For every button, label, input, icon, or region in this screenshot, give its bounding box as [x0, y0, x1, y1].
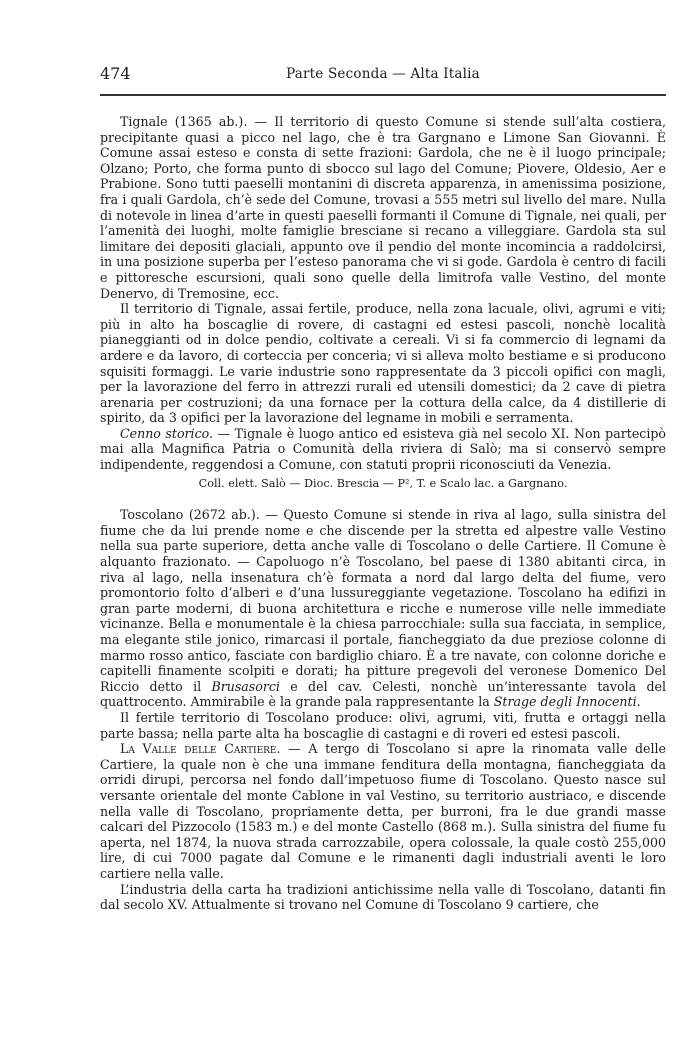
cenno-storico-label: Cenno storico.: [120, 425, 213, 441]
brusasorci-italic: Brusasorci: [211, 678, 280, 694]
toscolano-text-b: e del cav. Celesti, nonchè un’interessante tavola del quattrocento. Ammirabile è la grande pala rappresentante la: [100, 678, 666, 710]
tignale-paragraph-1: Tignale (1365 ab.). — Il territorio di questo Comune si stende sull’alta costiera, precipitante quasi a picco nel lago, che è tra Gargnano e Limone San Giovanni. È Comune assai esteso e consta di sette frazioni: Gardola, che ne è il luogo principale; Olzano; Porto, che forma punto di sbocco sul lago del Comune; Piovere, Oldesio, Aer e Prabione. Sono tutti paeselli montanini di discreta apparenza, in amenissima posizione, fra i quali Gardola, ch’è sede del Comune, trovasi a 555 metri sul livello del mare. Nulla di notevole in linea d’arte in questi paeselli formanti il Comune di Tignale, nei quali, per l’amenità dei luoghi, molte famiglie bresciane si recano a villeggiare. Gardola sta sul limitare dei depositi glaciali, appunto ove il pendio del monte incomincia a raddolcirsi, in una posizione superba per l’esteso panorama che vi si gode. Gardola è centro di facili e pittoresche escursioni, quali sono quelle della limitrofa valle Vestino, del monte Denervo, di Tremosine, ecc.: [100, 114, 666, 301]
toscolano-paragraph-1: [100, 507, 666, 710]
tignale-cenno-storico: [100, 426, 666, 473]
strage-innocenti-italic: Strage degli Innocenti: [493, 694, 637, 710]
cenno-storico-text: — Tignale è luogo antico ed esisteva già nel secolo XI. Non partecipò mai alla Magnifica Patria o Comunità della riviera di Salò; ma si conservò sempre indipendente, reggendosi a Comune, con statuti proprii riconosciuti da Venezia.: [100, 425, 667, 473]
tignale-collegio-line: Coll. elett. Salò — Dioc. Brescia — P², T. e Scalo lac. a Gargnano.: [198, 476, 568, 490]
page-number: 474: [100, 64, 131, 83]
toscolano-text-c: .: [636, 694, 641, 710]
header-rule: [100, 94, 666, 96]
valle-cartiere-label: La Valle delle Cartiere.: [120, 741, 281, 757]
toscolano-text-a: Toscolano (2672 ab.). — Questo Comune si stende in riva al lago, sulla sinistra del fiume che da lui prende nome e che discende per la stretta ed alpestre valle Vestino nella sua parte superiore, detta anche valle di Toscolano o delle Cartiere. Il Comune è alquanto frazionato. — Capoluogo n’è Toscolano, bel paese di 1380 abitanti circa, in riva al lago, nella insenatura ch’è formata a nord dal largo delta del fiume, vero promontorio folto d’alberi e d’una lussureggiante vegetazione. Toscolano ha edifizi in gran parte moderni, di buona architettura e ricche e numerose ville nelle immediate vicinanze. Bella e monumentale è la chiesa parrocchiale: sulla sua facciata, in semplice, ma elegante stile jonico, rimarcasi il portale, fiancheggiato da due preziose colonne di marmo rosso antico, fasciate con bardiglio chiaro. È a tre navate, con colonne doriche e capitelli finamente scolpiti e dorati; ha pitture pregevoli del veronese Domenico Del Riccio detto il: [100, 507, 666, 694]
tignale-paragraph-2: Il territorio di Tignale, assai fertile, produce, nella zona lacuale, olivi, agrumi e viti; più in alto ha boscaglie di rovere, di castagni ed estesi pascoli, nonchè località pianeggianti od in dolce pendio, coltivate a cereali. Vi si fa commercio di legnami da ardere e da lavoro, di corteccia per conceria; vi si alleva molto bestiame e si producono squisiti formaggi. Le varie industrie sono rappresentate da 3 piccoli opifici con magli, per la lavorazione del ferro in attrezzi rurali ed utensili domestici; da 2 cave di pietra arenaria per costruzioni; da una fornace per la cottura della calce, da 4 distillerie di spirito, da 3 opifici per la lavorazione del legname in mobili e serramenta.: [100, 301, 666, 426]
toscolano-paragraph-4: L’industria della carta ha tradizioni antichissime nella valle di Toscolano, datanti fin dal secolo XV. Attualmente si trovano nel Comune di Toscolano 9 cartiere, che: [100, 881, 666, 913]
toscolano-paragraph-2: Il fertile territorio di Toscolano produce: olivi, agrumi, viti, frutta e ortaggi nella parte bassa; nella parte alta ha boscaglie di castagni e di roveri ed estesi pascoli.: [100, 709, 666, 741]
valle-cartiere-paragraph: [100, 741, 666, 881]
body-text: [100, 114, 666, 913]
valle-cartiere-text: — A tergo di Toscolano si apre la rinomata valle delle Cartiere, la quale non è che una immane fenditura della montagna, fiancheggiata da orridi dirupi, percorsa nel fondo dall’impetuoso fiume di Toscolano. Questo nasce sul versante orientale del monte Cablone in val Vestino, su territorio austriaco, e discende nella valle di Toscolano, propriamente detta, per burroni, fra le due grandi masse calcari del Pizzocolo (1583 m.) e del monte Castello (868 m.). Sulla sinistra del fiume fu aperta, nel 1874, la nuova strada carrozzabile, opera colossale, la quale costò 255,000 lire, di cui 7000 pagate dal Comune e le rimanenti dagli industriali aventi le loro cartiere nella valle.: [100, 741, 667, 881]
running-title: Parte Seconda — Alta Italia: [286, 66, 480, 82]
page-header: [100, 60, 666, 90]
